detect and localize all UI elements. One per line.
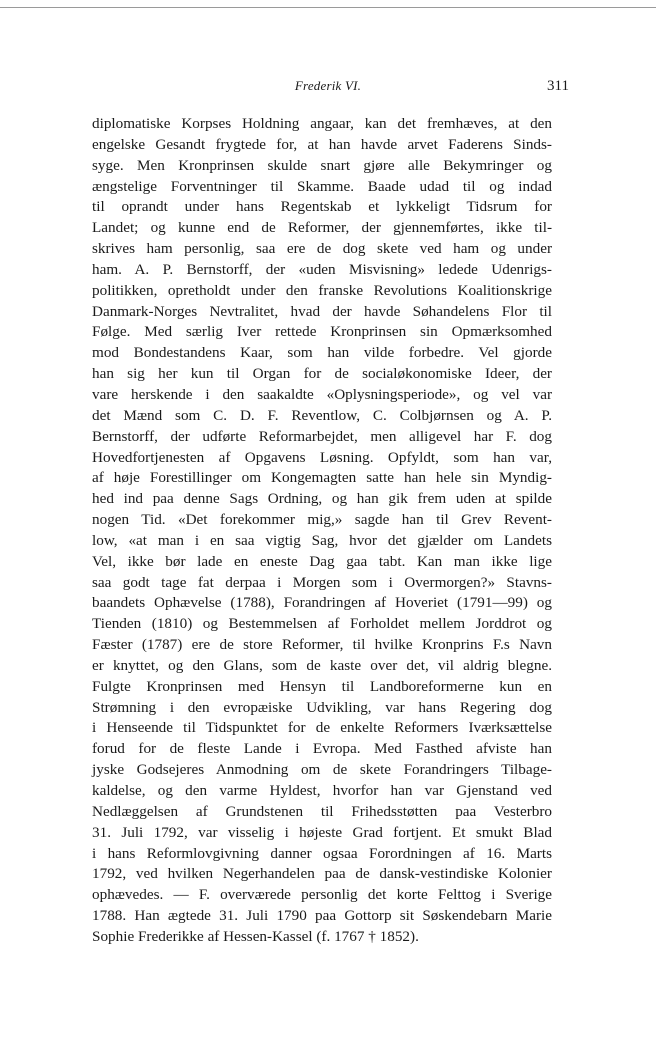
text-line: Følge. Med særlig Iver rettede Kronprinsen sin Opmærksomhed [92,323,552,341]
text-line: kaldelse, og den varme Hyldest, hvorfor han var Gjenstand ved [92,782,552,799]
page-number: 311 [547,78,569,94]
text-line: ophævedes. — F. overværede personlig det korte Felttog i Sverige [92,886,552,904]
text-line: 1792, ved hvilken Negerhandelen paa de dansk-vestindiske Kolonier [92,865,552,883]
body-text [92,114,552,948]
text-line: Landet; og kunne end de Reformer, der gjennemførtes, ikke til- [92,219,552,237]
text-line: syge. Men Kronprinsen skulde snart gjøre alle Bekymringer og [92,156,552,174]
text-line: engelske Gesandt frygtede for, at han havde arvet Faderens Sinds- [92,135,552,153]
text-line: til oprandt under hans Regentskab et lykkeligt Tidsrum for [92,198,552,216]
text-line: i hans Reformlovgivning danner ogsaa Forordningen af 16. Marts [92,844,552,862]
text-line: mod Bondestandens Kaar, som han vilde forbedre. Vel gjorde [92,344,552,362]
text-line: vare herskende i den saakaldte «Oplysningsperiode», og vel var [92,385,552,403]
text-line: hed ind paa denne Sags Ordning, og han gik frem uden at spilde [92,490,552,508]
text-line-last: Sophie Frederikke af Hessen-Kassel (f. 1767 † 1852). [92,927,419,945]
text-line: i Henseende til Tidspunktet for de enkelte Reformers Iværksættelse [92,719,552,737]
text-line: diplomatiske Korpses Holdning angaar, kan det fremhæves, at den [92,115,552,132]
text-line: low, «at man i en saa vigtig Sag, hvor det gjælder om Landets [92,531,552,549]
text-line: Danmark-Norges Nevtralitet, hvad der havde Søhandelens Flor til [92,302,552,320]
text-line: Tienden (1810) og Bestemmelsen af Forholdet mellem Jorddrot og [92,615,552,633]
text-line: baandets Ophævelse (1788), Forandringen af Hoveriet (1791—99) og [92,594,552,612]
text-line: Vel, ikke bør lade en eneste Dag gaa tabt. Kan man ikke lige [92,552,552,570]
text-line: Nedlæggelsen af Grundstenen til Frihedsstøtten paa Vesterbro [92,802,552,820]
text-line: Strømning i den evropæiske Udvikling, var hans Regering dog [92,698,552,716]
text-line: skrives ham personlig, saa ere de dog skete ved ham og under [92,240,552,258]
text-line: jyske Godsejeres Anmodning om de skete Forandringers Tilbage- [92,761,552,779]
text-line: forud for de fleste Lande i Evropa. Med Fasthed afviste han [92,740,552,758]
text-line: er knyttet, og den Glans, som de kaste over det, vil aldrig blegne. [92,656,552,674]
text-line: Bernstorff, der udførte Reformarbejdet, men alligevel har F. dog [92,427,552,445]
text-line: af høje Forestillinger om Kongemagten satte han hele sin Myndig- [92,469,552,487]
text-line: nogen Tid. «Det forekommer mig,» sagde han til Grev Revent- [92,511,552,529]
text-line: ængstelige Forventninger til Skamme. Baade udad til og indad [92,177,552,195]
text-line: Fæster (1787) ere de store Reformer, til hvilke Kronprins F.s Navn [92,636,552,654]
running-head: Frederik VI. [294,78,362,93]
text-line: saa godt tage fat derpaa i Morgen som i Overmorgen?» Stavns- [92,573,552,591]
text-line: ham. A. P. Bernstorff, der «uden Misvisning» ledede Udenrigs- [92,260,552,278]
text-line: 1788. Han ægtede 31. Juli 1790 paa Gottorp sit Søskendebarn Marie [92,907,552,925]
text-line: politikken, opretholdt under den franske Revolutions Koalitionskrige [92,281,552,299]
top-page-rule [0,7,656,8]
text-line: Fulgte Kronprinsen med Hensyn til Landboreformerne kun en [92,677,552,695]
page-header [0,75,656,97]
text-line: han sig her kun til Organ for de socialøkonomiske Ideer, der [92,365,552,383]
text-line: 31. Juli 1792, var visselig i højeste Grad fortjent. Et smukt Blad [92,823,552,841]
text-line: Hovedfortjenesten af Opgavens Løsning. Opfyldt, som han var, [92,448,552,466]
text-line: det Mænd som C. D. F. Reventlow, C. Colbjørnsen og A. P. [92,406,552,424]
